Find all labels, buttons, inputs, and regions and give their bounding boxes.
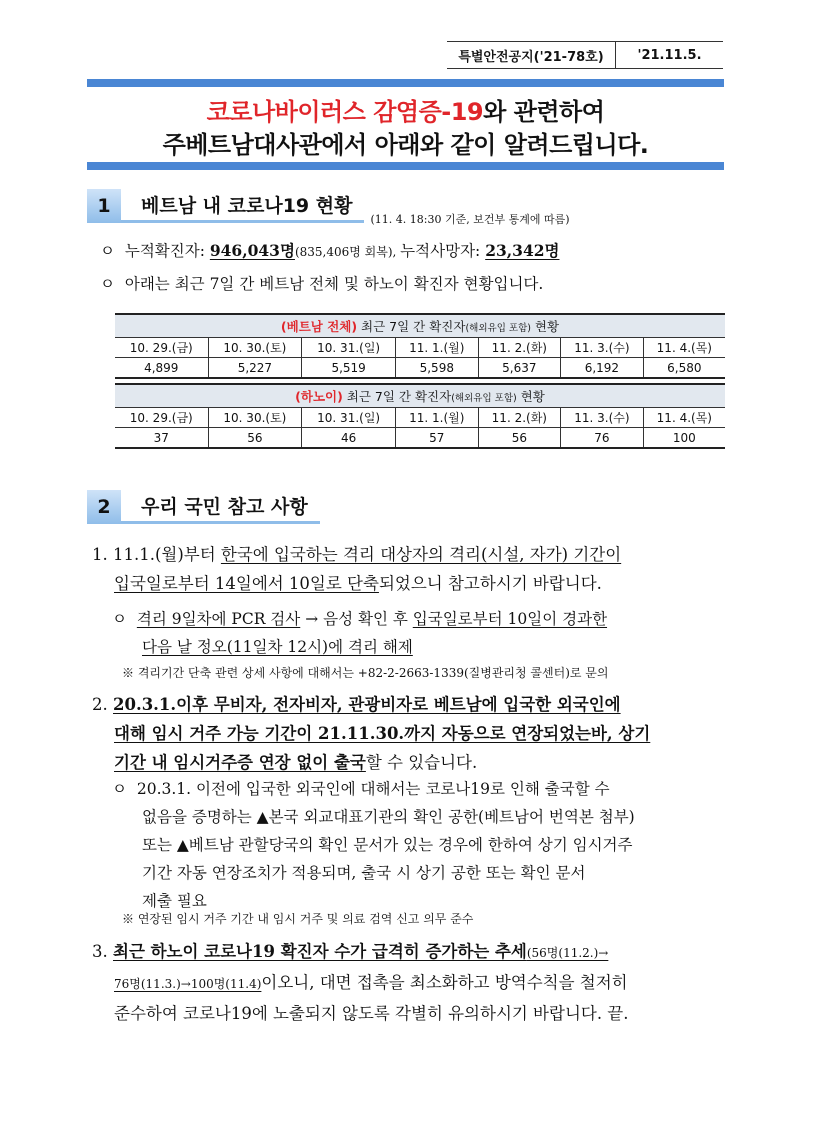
vietnam-cases-table xyxy=(115,313,725,379)
item-1-sub xyxy=(112,605,607,661)
value-cell: 6,580 xyxy=(643,358,725,379)
notice-header-box xyxy=(447,41,723,69)
cumulative-label: 누적확진자: xyxy=(124,242,210,260)
date-cell: 11. 4.(목) xyxy=(643,408,725,428)
item-2-sub xyxy=(112,775,635,915)
bullet: ㅇ xyxy=(100,242,115,260)
sub-text: 또는 ▲베트남 관할당국의 확인 문서가 있는 경우에 한하여 상기 임시거주 xyxy=(142,836,633,854)
date-cell: 11. 3.(수) xyxy=(561,408,644,428)
caption-end: 현황 xyxy=(530,319,560,334)
date-cell: 10. 31.(일) xyxy=(302,338,396,358)
bullet: ㅇ xyxy=(112,780,127,798)
item-underlined: 기간 내 임시거주증 연장 없이 출국 xyxy=(114,753,366,772)
item-text: 이오니, 대면 접촉을 최소화하고 방역수칙을 철저히 xyxy=(261,973,628,992)
intro-text: 아래는 최근 7일 간 베트남 전체 및 하노이 확진자 현황입니다. xyxy=(124,275,544,293)
section-1-note: (11. 4. 18:30 기준, 보건부 통계에 따름) xyxy=(370,213,570,226)
item-underlined: 20.3.1.이후 무비자, 전자비자, 관광비자로 베트남에 입국한 외국인에 xyxy=(113,695,621,714)
item-underlined: 최근 하노이 코로나19 확진자 수가 급격히 증가하는 추세 xyxy=(113,942,527,961)
cases-tables xyxy=(115,313,725,449)
deaths-value: 23,342명 xyxy=(485,241,560,260)
value-cell: 5,519 xyxy=(302,358,396,379)
caption-main: 최근 7일 간 확진자 xyxy=(342,389,452,404)
sub-text: 없음을 증명하는 ▲본국 외교대표기관의 확인 공한(베트남어 번역본 첨부) xyxy=(142,808,635,826)
value-cell: 76 xyxy=(561,428,644,449)
section-1-header xyxy=(87,189,570,226)
title-red-part: 코로나바이러스 감염증-19 xyxy=(206,98,484,126)
item-text: 11.1.(월)부터 xyxy=(113,545,221,564)
date-cell: 11. 2.(화) xyxy=(478,338,561,358)
sub-text: → 음성 확인 후 xyxy=(300,610,413,628)
date-cell: 10. 29.(금) xyxy=(115,338,208,358)
item-2 xyxy=(92,690,650,777)
item-text: 할 수 있습니다. xyxy=(365,753,478,772)
date-cell: 10. 31.(일) xyxy=(302,408,396,428)
sub-underlined: 다음 날 정오(11일차 12시)에 격리 해제 xyxy=(142,638,413,656)
title-line2: 주베트남대사관에서 아래와 같이 알려드립니다. xyxy=(162,131,649,159)
value-cell: 56 xyxy=(208,428,302,449)
hanoi-table-caption xyxy=(115,384,725,408)
value-cell: 5,598 xyxy=(396,358,479,379)
page-title xyxy=(87,96,724,162)
bullet: ㅇ xyxy=(100,275,115,293)
caption-small: (해외유입 포함) xyxy=(465,323,531,334)
date-cell: 10. 30.(토) xyxy=(208,338,302,358)
item-small: (56명(11.2.)→ xyxy=(526,946,609,960)
date-cell: 11. 4.(목) xyxy=(643,338,725,358)
value-cell: 6,192 xyxy=(561,358,644,379)
caption-region: (하노이) xyxy=(295,389,343,404)
deaths-label: 누적사망자: xyxy=(400,242,486,260)
notice-number: 특별안전공지('21-78호) xyxy=(447,42,616,68)
sub-text: 20.3.1. 이전에 입국한 외국인에 대해서는 코로나19로 인해 출국할 수 xyxy=(136,780,610,798)
caption-small: (해외유입 포함) xyxy=(451,393,517,404)
item-text: 준수하여 코로나19에 노출되지 않도록 각별히 유의하시기 바랍니다. 끝. xyxy=(114,1004,629,1023)
value-cell: 46 xyxy=(302,428,396,449)
caption-main: 최근 7일 간 확진자 xyxy=(357,319,466,334)
notice-date: '21.11.5. xyxy=(637,47,702,63)
section-1-number: 1 xyxy=(87,189,121,223)
item-text: 되었으니 참고하시기 바랍니다. xyxy=(378,574,602,593)
vietnam-table-caption xyxy=(115,314,725,338)
cumulative-value: 946,043명 xyxy=(209,241,295,260)
value-cell: 5,637 xyxy=(478,358,561,379)
date-cell: 11. 1.(월) xyxy=(396,408,479,428)
section-1-title: 베트남 내 코로나19 현황 xyxy=(121,189,364,223)
title-rest: 와 관련하여 xyxy=(483,98,605,126)
bullet: ㅇ xyxy=(112,610,127,628)
sub-underlined: 입국일로부터 10일이 경과한 xyxy=(412,610,608,628)
date-cell: 11. 3.(수) xyxy=(561,338,644,358)
caption-end: 현황 xyxy=(516,389,545,404)
sub-underlined: 격리 9일차에 PCR 검사 xyxy=(136,610,301,628)
item-number: 2. xyxy=(92,695,108,714)
date-cell: 10. 30.(토) xyxy=(208,408,302,428)
section-2-header xyxy=(87,490,320,524)
bottom-divider-bar xyxy=(87,162,724,170)
date-cell: 11. 1.(월) xyxy=(396,338,479,358)
cumulative-stats xyxy=(100,237,559,266)
item-number: 3. xyxy=(92,942,108,961)
item-underlined: 대해 임시 거주 가능 기간이 21.11.30.까지 자동으로 연장되었는바, 상기 xyxy=(114,724,651,743)
top-divider-bar xyxy=(87,79,724,87)
item-underlined: 입국일로부터 14일에서 10일로 단축 xyxy=(114,574,379,593)
section-2-title: 우리 국민 참고 사항 xyxy=(121,490,320,524)
value-cell: 5,227 xyxy=(208,358,302,379)
value-cell: 100 xyxy=(643,428,725,449)
date-cell: 11. 2.(화) xyxy=(478,408,561,428)
item-1 xyxy=(92,540,621,598)
item-2-note: ※ 연장된 임시 거주 기간 내 임시 거주 및 의료 검역 신고 의무 준수 xyxy=(122,912,474,926)
value-cell: 4,899 xyxy=(115,358,208,379)
item-1-note: ※ 격리기간 단축 관련 상세 사항에 대해서는 +82-2-2663-1339(질병관리청 콜센터)로 문의 xyxy=(122,666,609,680)
date-cell: 10. 29.(금) xyxy=(115,408,208,428)
item-3 xyxy=(92,937,629,1028)
section-2-number: 2 xyxy=(87,490,121,524)
sub-text: 제출 필요 xyxy=(142,892,207,910)
value-cell: 57 xyxy=(396,428,479,449)
table-intro xyxy=(100,270,543,298)
item-number: 1. xyxy=(92,545,108,564)
item-small: 76명(11.3.)→100명(11.4) xyxy=(114,977,262,991)
value-cell: 56 xyxy=(478,428,561,449)
recovered-value: (835,406명 회복), xyxy=(294,245,401,259)
caption-region: (베트남 전체) xyxy=(280,319,358,334)
item-underlined: 한국에 입국하는 격리 대상자의 격리(시설, 자가) 기간이 xyxy=(220,545,622,564)
value-cell: 37 xyxy=(115,428,208,449)
sub-text: 기간 자동 연장조치가 적용되며, 출국 시 상기 공한 또는 확인 문서 xyxy=(142,864,586,882)
hanoi-cases-table xyxy=(115,383,725,449)
